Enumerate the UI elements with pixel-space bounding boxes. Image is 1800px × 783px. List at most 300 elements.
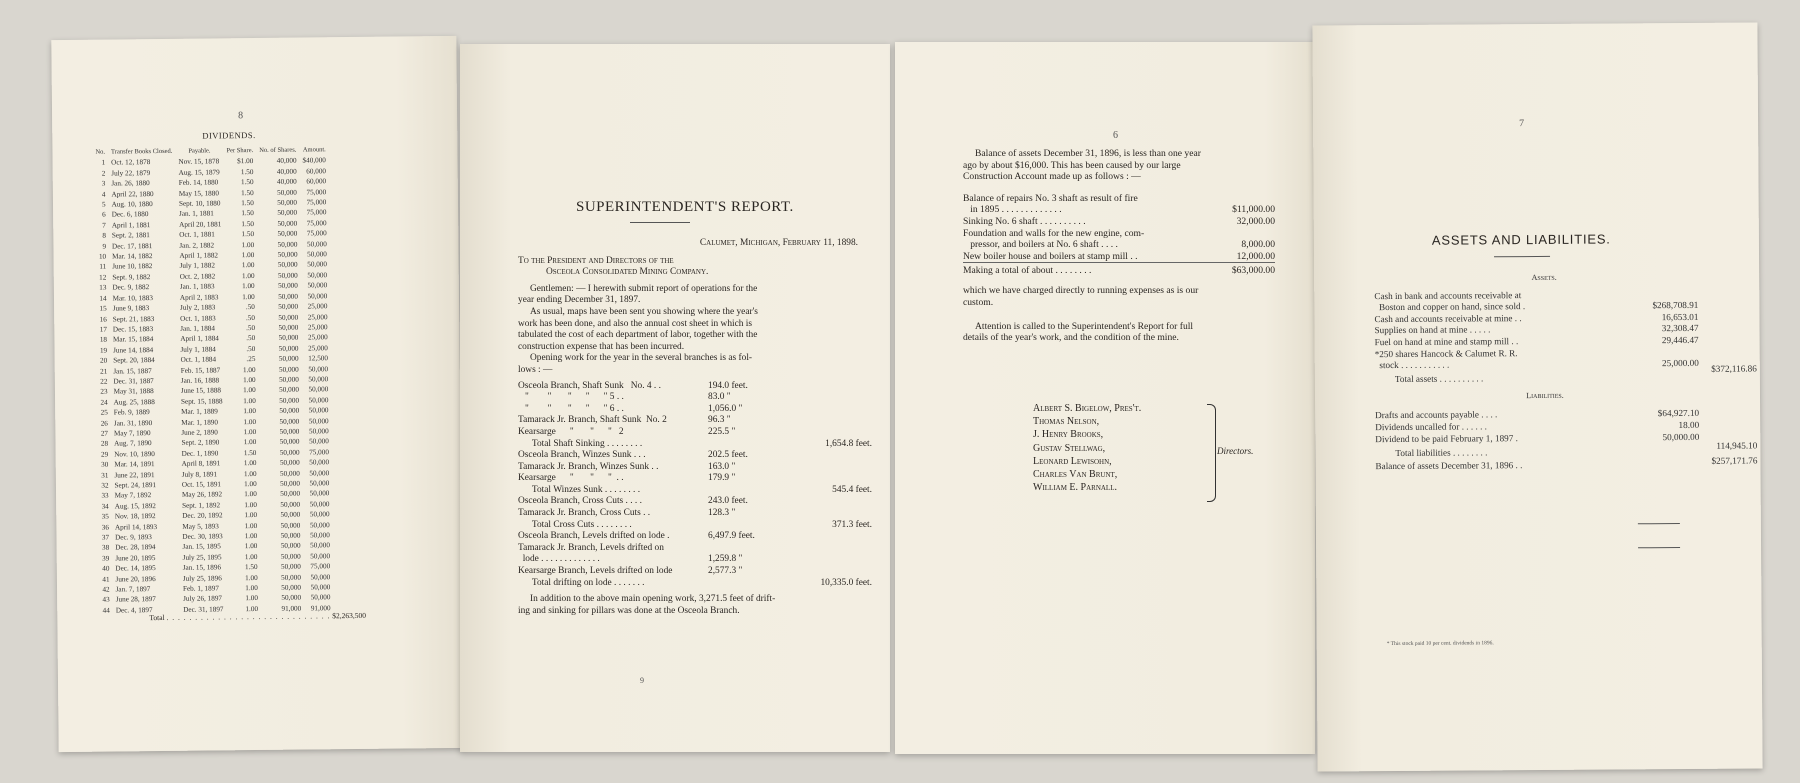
table-cell: 1.00 (245, 584, 258, 593)
table-cell: Mar. 14, 1882 (112, 252, 153, 261)
table-cell: Sept. 21, 1883 (112, 314, 155, 324)
liabilities-heading: Liabilities. (1526, 390, 1564, 400)
total-dots: . . . . . . . . . . . . . . . . . . . . . . . . . . . . . (166, 611, 331, 622)
work-item-row (518, 450, 868, 462)
item-label: Osceola Branch, Levels drifted on lode . (518, 531, 670, 542)
table-cell: 75,000 (310, 562, 331, 571)
item-label: " " " " " 6 . . (518, 403, 624, 414)
table-cell: June 22, 1891 (114, 470, 155, 480)
directors-list (1033, 402, 1141, 494)
item-label: Tamarack Jr. Branch, Winzes Sunk . . (518, 461, 659, 472)
table-cell: Dec. 9, 1893 (115, 533, 152, 542)
table-cell: 1.50 (240, 178, 254, 187)
table-cell: 50,000 (307, 260, 328, 269)
item-value: 179.9 " (708, 473, 736, 484)
table-cell: 50,000 (308, 364, 329, 373)
table-cell: 2 (101, 169, 106, 178)
item-value: 2,577.3 " (708, 566, 743, 577)
item-label: Kearsarge " " " . . (518, 473, 624, 484)
table-cell: 50,000 (309, 479, 330, 488)
table-cell: 25,000 (307, 323, 328, 332)
dividends-total (149, 611, 366, 622)
balance-row (1375, 455, 1758, 472)
table-cell: Jan. 2, 1882 (179, 241, 215, 250)
item-total: 10,335.0 feet. (820, 577, 872, 588)
table-cell: 50,000 (310, 593, 331, 602)
text-line: tabulated the cost of each department of labor, together with the (518, 330, 758, 341)
table-cell: Sept. 9, 1882 (112, 272, 151, 282)
table-cell: April 1, 1882 (179, 251, 219, 260)
table-cell: 50,000 (277, 240, 298, 249)
table-cell: 75,000 (306, 208, 327, 217)
table-cell: 1.00 (243, 407, 256, 416)
director-name: Gustav Stellwag, (1033, 442, 1106, 454)
table-body (93, 156, 334, 616)
table-cell: 25,000 (307, 333, 328, 342)
table-cell: 1.50 (241, 188, 254, 197)
table-cell: 30 (101, 460, 109, 469)
table-cell: July 25, 1895 (182, 553, 222, 562)
item-label: Tamarack Jr. Branch, Levels drifted on (518, 542, 664, 553)
assets-list (1374, 288, 1715, 372)
total-liabilities-value: 114,945.10 (1716, 440, 1758, 451)
page6-body (963, 148, 1275, 344)
address-line-1: To the President and Directors of the (518, 255, 674, 266)
table-cell: June 15, 1888 (180, 386, 222, 396)
table-cell: 50,000 (308, 396, 329, 405)
table-cell: 12,500 (308, 354, 329, 363)
table-cell: June 28, 1897 (115, 595, 156, 604)
table-cell: 50,000 (280, 500, 301, 509)
asset-label: *250 shares Hancock & Calumet R. R. (1374, 347, 1518, 359)
work-item-row (518, 404, 868, 416)
text-line: year ending December 31, 1897. (518, 295, 641, 306)
table-cell: 11 (99, 263, 107, 272)
table-cell: Aug. 7, 1890 (114, 439, 152, 448)
table-cell: 60,000 (306, 177, 327, 186)
item-label: Tamarack Jr. Branch, Shaft Sunk No. 2 (518, 415, 667, 426)
table-cell: .50 (246, 344, 256, 353)
table-cell: 1.00 (242, 282, 255, 291)
paragraph-3 (518, 353, 868, 376)
item-value: 243.0 feet. (708, 496, 748, 507)
table-cell: 50,000 (309, 468, 330, 478)
table-cell: Aug. 10, 1880 (111, 200, 153, 209)
director-name: William E. Parnall. (1033, 482, 1117, 494)
table-cell: 25,000 (308, 343, 328, 353)
table-cell: 50,000 (279, 469, 300, 478)
total-liabilities-label: Total liabilities . . . . . . . . (1395, 447, 1488, 459)
table-cell: 50,000 (279, 406, 300, 415)
table-cell: May 15, 1880 (178, 189, 219, 198)
table-cell: June 14, 1884 (113, 345, 154, 355)
table-cell: 1.00 (244, 511, 258, 520)
table-cell: Sept. 1, 1892 (182, 501, 221, 510)
page-6 (895, 42, 1315, 754)
asset-value: $268,708.91 (1652, 300, 1699, 311)
text-line: ing and sinking for pillars was done at the Osceola Branch. (518, 605, 740, 616)
table-cell: Aug. 15, 1892 (114, 501, 156, 511)
table-cell: Oct. 1, 1884 (180, 355, 217, 364)
director-name: Albert S. Bigelow, Pres't. (1033, 403, 1142, 414)
table-cell: April 1, 1884 (180, 334, 219, 344)
table-cell: 75,000 (306, 187, 327, 197)
table-cell: 1.00 (244, 552, 258, 561)
table-cell: 8 (102, 231, 106, 240)
page-number: 8 (238, 110, 244, 122)
total-value: $2,263,500 (332, 610, 367, 621)
table-cell: 50,000 (278, 313, 299, 322)
table-cell: $40,000 (302, 156, 326, 165)
table-cell: 43 (102, 596, 110, 605)
table-cell: Jan. 15, 1887 (113, 366, 152, 376)
table-cell: 1.00 (242, 375, 256, 385)
item-value: 194.0 feet. (708, 380, 748, 391)
table-cell: April 8, 1891 (181, 459, 221, 468)
construction-row (963, 239, 1275, 251)
work-item-row (518, 415, 868, 427)
table-cell: Dec. 20, 1892 (182, 511, 223, 521)
table-cell: Sept. 20, 1884 (113, 356, 155, 365)
work-item-row (518, 577, 872, 590)
table-cell: 1.00 (244, 532, 258, 541)
item-label: " " " " " 5 . . (518, 392, 624, 403)
table-cell: 5 (101, 200, 106, 209)
paragraph-1 (518, 284, 868, 307)
work-item-row (518, 427, 868, 439)
table-cell: 50,000 (281, 594, 302, 603)
table-cell: 24 (100, 398, 108, 407)
table-cell: 1.00 (241, 261, 255, 270)
table-cell: Feb. 15, 1887 (180, 365, 221, 375)
item-label: in 1895 . . . . . . . . . . . . . (963, 204, 1062, 216)
table-cell: 21 (100, 367, 108, 376)
table-cell: 1.50 (241, 199, 254, 208)
table-cell: 1.00 (241, 240, 255, 249)
table-cell: 50,000 (308, 416, 329, 426)
asset-label: stock . . . . . . . . . . . (1374, 359, 1450, 371)
text-line: construction expense that has been incurred. (518, 341, 685, 352)
table-cell: 1.00 (245, 573, 258, 582)
table-cell: 32 (101, 481, 109, 490)
table-cell: 50,000 (277, 209, 298, 218)
text-line: Gentlemen: — I herewith submit report of operations for the (530, 283, 758, 294)
assets-heading: Assets. (1531, 272, 1557, 283)
item-value: 1,056.0 " (708, 403, 743, 414)
table-cell: 50,000 (279, 385, 299, 395)
assets-title: ASSETS AND LIABILITIES. (1431, 231, 1611, 248)
column-header: Per Share. (226, 147, 254, 155)
table-cell: 34 (101, 502, 109, 511)
balance-value: $257,171.76 (1711, 455, 1758, 466)
text-line: In addition to the above main opening work, 3,271.5 feet of drift- (530, 594, 776, 605)
page7-body (1374, 271, 1758, 472)
table-cell: Dec. 31, 1897 (183, 605, 224, 614)
table-cell: Sept. 2, 1881 (111, 231, 150, 240)
item-label: Total Cross Cuts . . . . . . . . (518, 519, 632, 530)
table-cell: July 2, 1883 (179, 303, 216, 312)
table-cell: 44 (102, 606, 110, 615)
table-cell: 40 (102, 564, 110, 573)
table-cell: Jan. 31, 1890 (113, 418, 153, 428)
table-cell: 31 (101, 471, 109, 480)
table-cell: 50,000 (279, 396, 300, 405)
table-cell: June 9, 1883 (112, 304, 150, 313)
table-cell: Nov. 15, 1878 (178, 157, 220, 167)
table-cell: June 20, 1896 (115, 574, 156, 584)
table-cell: 1.00 (241, 271, 255, 281)
table-cell: Sept. 24, 1891 (114, 481, 157, 490)
table-cell: 25 (100, 408, 108, 417)
column-header: No. of Shares. (259, 146, 297, 154)
work-item-row (518, 392, 868, 404)
table-cell: 50,000 (309, 500, 330, 509)
table-cell: 1 (101, 158, 106, 168)
table-cell: July 26, 1897 (183, 594, 223, 604)
table-cell: 50,000 (306, 239, 327, 249)
table-cell: April 20, 1881 (179, 220, 222, 229)
table-cell: 50,000 (309, 510, 330, 519)
table-cell: May 26, 1892 (181, 490, 223, 500)
item-label: Total Shaft Sinking . . . . . . . . (518, 438, 643, 449)
dateline: Calumet, Michigan, February 11, 1898. (699, 238, 858, 248)
table-cell: 50,000 (279, 437, 300, 447)
text-line: ago by about $16,000. This has been caused by our large (963, 159, 1181, 171)
table-cell: 1.00 (244, 542, 258, 551)
item-value: 12,000.00 (1236, 250, 1275, 262)
text-line: work has been done, and also the annual cost sheet in which is (518, 318, 753, 329)
text-line: lows : — (518, 364, 553, 375)
table-cell: April 22, 1880 (111, 189, 154, 199)
asset-value: 25,000.00 (1661, 358, 1699, 369)
table-cell: 50,000 (277, 198, 298, 207)
table-cell: 50,000 (281, 583, 302, 592)
table-cell: 42 (102, 585, 110, 594)
table-cell: 50,000 (307, 250, 327, 259)
table-cell: Jan. 26, 1880 (111, 179, 150, 188)
item-value: $11,000.00 (1232, 204, 1275, 216)
table-cell: 75,000 (306, 229, 327, 238)
table-cell: 28 (100, 439, 109, 449)
table-cell: 26 (100, 419, 108, 428)
balance-label: Balance of assets December 31, 1896 . . (1375, 460, 1523, 472)
title-rule (630, 222, 690, 223)
table-cell: 50,000 (307, 271, 328, 280)
sum-rule (1638, 523, 1680, 524)
table-cell: 50,000 (281, 573, 301, 582)
item-value: 8,000.00 (1241, 239, 1275, 251)
item-value: 202.5 feet. (708, 450, 748, 461)
page-number: 7 (1519, 118, 1525, 130)
item-value: 1,259.8 " (708, 554, 743, 565)
table-cell: $1.00 (237, 157, 254, 166)
table-cell: 1.00 (245, 594, 258, 603)
table-cell: April 2, 1883 (179, 293, 219, 302)
paragraph-2 (963, 285, 1275, 308)
table-cell: 75,000 (306, 198, 327, 207)
construction-row (963, 204, 1275, 216)
page-7 (1312, 22, 1762, 771)
table-cell: 50,000 (277, 229, 298, 239)
item-value: $63,000.00 (1231, 265, 1275, 277)
table-cell: 22 (100, 377, 108, 386)
table-cell: Dec. 14, 1895 (115, 564, 156, 573)
asset-value: 16,653.01 (1661, 311, 1699, 322)
table-cell: 9 (102, 242, 107, 251)
table-cell: 37 (101, 533, 110, 542)
item-label: Sinking No. 6 shaft . . . . . . . . . . (963, 215, 1086, 227)
table-cell: 50,000 (279, 417, 300, 426)
table-cell: 50,000 (277, 261, 298, 270)
table-cell: 1.00 (244, 480, 257, 489)
item-label: Total Winzes Sunk . . . . . . . . (518, 484, 641, 495)
table-cell: 40,000 (276, 177, 297, 187)
liability-value: 18.00 (1678, 419, 1700, 430)
table-cell: 20 (99, 356, 108, 365)
item-total: 371.3 feet. (832, 519, 872, 530)
construction-row (963, 262, 1275, 279)
table-cell: .25 (246, 355, 256, 364)
table-cell: 1.50 (241, 209, 254, 218)
table-cell: 27 (100, 429, 109, 438)
liability-label: Drafts and accounts payable . . . . (1375, 409, 1498, 421)
dividends-table (92, 145, 333, 616)
table-cell: July 8, 1891 (181, 470, 218, 479)
table-cell: Dec. 4, 1897 (115, 605, 153, 615)
item-value: 83.0 " (708, 392, 731, 403)
table-cell: 50,000 (278, 365, 299, 374)
table-cell: 1.00 (243, 417, 257, 426)
table-cell: 50,000 (308, 406, 329, 415)
column-header: No. (95, 148, 106, 156)
table-cell: 50,000 (308, 385, 329, 394)
item-total: 1,654.8 feet. (825, 438, 872, 449)
table-cell: Jan. 15, 1896 (182, 563, 222, 573)
table-cell: Mar. 15, 1884 (112, 335, 154, 344)
total-label: Total (149, 612, 165, 623)
table-cell: 50,000 (310, 572, 331, 582)
total-assets-label: Total assets . . . . . . . . . . (1394, 373, 1484, 384)
table-cell: Sept. 2, 1890 (181, 438, 220, 448)
table-cell: 1.00 (243, 396, 256, 405)
table-cell: 50,000 (279, 375, 299, 384)
construction-row (963, 193, 1275, 205)
table-cell: Jan. 15, 1895 (182, 542, 221, 552)
asset-label: Cash in bank and accounts receivable at (1374, 289, 1522, 301)
table-cell: Aug. 15, 1879 (178, 168, 220, 177)
construction-row (963, 251, 1275, 263)
table-cell: June 10, 1882 (112, 262, 153, 271)
table-cell: Jan. 1, 1881 (178, 209, 214, 219)
table-cell: 1.00 (243, 438, 257, 447)
table-cell: 1.50 (241, 219, 255, 229)
item-value: 32,000.00 (1236, 215, 1275, 227)
table-cell: 50,000 (278, 344, 299, 353)
table-cell: 50,000 (280, 479, 300, 488)
table-cell: Dec. 1, 1890 (181, 449, 219, 458)
table-cell: 13 (99, 283, 107, 292)
table-cell: 29 (100, 450, 109, 459)
table-cell: 50,000 (307, 291, 328, 301)
item-label: Foundation and walls for the new engine, com- (963, 227, 1145, 239)
table-cell: 33 (101, 491, 109, 501)
construction-items (963, 193, 1275, 280)
table-cell: 1.00 (244, 500, 257, 509)
table-cell: .50 (245, 303, 255, 312)
dividends-title: DIVIDENDS. (202, 130, 256, 141)
table-cell: 1.00 (243, 427, 257, 437)
directors-label: Directors. (1217, 446, 1254, 456)
text-line: Opening work for the year in the several branches is as fol- (530, 353, 753, 364)
table-cell: 50,000 (310, 583, 331, 592)
asset-label: Fuel on hand at mine and stamp mill . . (1374, 336, 1519, 348)
table-cell: 3 (101, 179, 106, 188)
table-cell: 1.50 (244, 563, 258, 572)
table-cell: 17 (99, 325, 107, 334)
table-cell: Aug. 25, 1888 (113, 397, 155, 407)
table-cell: Dec. 15, 1883 (112, 324, 154, 334)
item-label: Tamarack Jr. Branch, Cross Cuts . . (518, 508, 651, 519)
liability-value: 50,000.00 (1662, 431, 1700, 442)
table-cell: Nov. 10, 1890 (114, 449, 155, 459)
table-cell: 1.50 (243, 448, 257, 457)
table-cell: 50,000 (278, 354, 299, 363)
item-label: Osceola Branch, Cross Cuts . . . . (518, 496, 642, 507)
work-item-row (518, 496, 868, 508)
table-cell: 12 (99, 273, 107, 282)
table-cell: Feb. 14, 1880 (178, 178, 219, 188)
table-cell: 1.00 (245, 604, 259, 614)
table-cell: 50,000 (279, 427, 300, 436)
item-value: 225.5 " (708, 426, 736, 437)
table-cell: 50,000 (280, 489, 301, 499)
asset-label: Supplies on hand at mine . . . . . (1374, 324, 1491, 336)
page-number: 9 (640, 676, 644, 685)
paragraph-2 (518, 307, 868, 353)
table-cell: 25,000 (307, 302, 328, 311)
table-cell: 50,000 (309, 520, 330, 530)
work-item-row (518, 566, 868, 578)
table-cell: May 7, 1892 (114, 491, 152, 500)
directors-brace (1207, 404, 1216, 502)
spacer (963, 183, 1275, 193)
table-cell: 60,000 (306, 167, 327, 176)
table-cell: 50,000 (280, 510, 301, 519)
table-cell: 39 (102, 554, 110, 563)
paragraph-3 (963, 321, 1275, 344)
table-cell: Oct. 2, 1882 (179, 272, 216, 281)
table-cell: 91,000 (281, 604, 302, 613)
table-cell: Sept. 15, 1888 (180, 397, 223, 406)
item-label: New boiler house and boilers at stamp mill . . (963, 250, 1138, 262)
report-title: SUPERINTENDENT'S REPORT. (576, 199, 794, 215)
table-cell: Oct. 12, 1878 (111, 158, 151, 167)
table-cell: April 1, 1881 (111, 220, 151, 230)
table-cell: Dec. 28, 1894 (115, 543, 156, 552)
item-label: Making a total of about . . . . . . . . (963, 265, 1092, 277)
table-cell: 50,000 (280, 541, 301, 551)
table-cell: 75,000 (306, 219, 327, 228)
page-8 (51, 36, 463, 752)
table-cell: Dec. 17, 1881 (111, 241, 153, 251)
table-cell: 1.00 (242, 365, 256, 374)
page-9 (460, 44, 890, 752)
item-label: pressor, and boilers at No. 6 shaft . . . . (963, 239, 1118, 251)
spacer (963, 309, 1275, 321)
table-cell: 50,000 (309, 458, 330, 467)
table-cell: 75,000 (309, 448, 329, 457)
item-label: Kearsarge " " " 2 (518, 426, 624, 437)
